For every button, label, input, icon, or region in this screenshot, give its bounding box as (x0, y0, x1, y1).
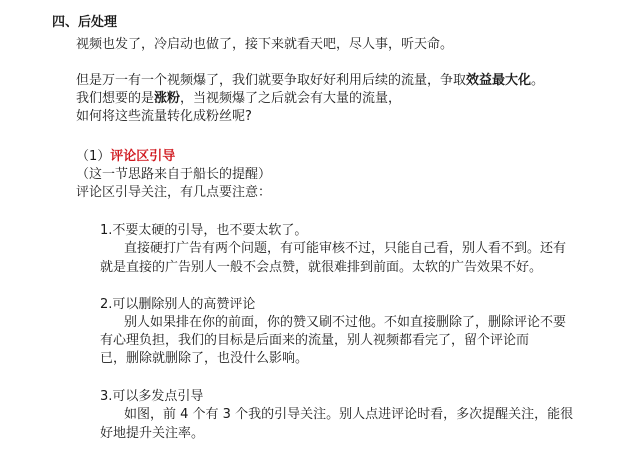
subsection-note: （这一节思路来自于船长的提醒） (76, 167, 272, 182)
point-1-line-2: 就是直接的广告别人一般不会点赞，就很难排到前面。太软的广告效果不好。 (100, 260, 543, 275)
para1-line3: 如何将这些流量转化成粉丝呢? (76, 109, 252, 124)
para1-line1-suffix: 。 (531, 73, 545, 88)
emphasis-benefit: 效益最大化 (466, 73, 532, 88)
point-2-line-1: 别人如果排在你的前面，你的赞又刷不过他。不如直接删除了，删除评论不要 (124, 315, 567, 330)
subsection-lead: 评论区引导关注，有几点要注意： (76, 185, 272, 200)
subsection-title: 评论区引导 (110, 149, 176, 164)
point-3-line-1: 如图，前 4 个有 3 个我的引导关注。别人点进评论时看，多次提醒关注，能很 (124, 407, 574, 422)
subsection-heading (76, 148, 175, 166)
point-2-title: 2.可以删除别人的高赞评论 (100, 297, 256, 312)
emphasis-followers: 涨粉 (154, 91, 181, 106)
point-1-title: 1.不要太硬的引导，也不要太软了。 (100, 223, 308, 238)
intro-text: 视频也发了，冷启动也做了，接下来就看天吧，尽人事，听天命。 (76, 37, 454, 52)
para1-line1-prefix: 但是万一有一个视频爆了，我们就要争取好好利用后续的流量，争取 (76, 73, 467, 88)
para1-line2-prefix: 我们想要的是 (76, 91, 155, 106)
para1-line2-suffix: ，当视频爆了之后就会有大量的流量， (180, 91, 402, 106)
point-3-title: 3.可以多发点引导 (100, 389, 204, 404)
para1-line1 (76, 72, 544, 90)
para1-line2 (76, 90, 401, 108)
point-2-line-2: 有心理负担，我们的目标是后面来的流量，别人视频都看完了，留个评论而 (100, 333, 530, 348)
section-heading: 四、后处理 (52, 15, 118, 30)
point-1-line-1: 直接硬打广告有两个问题，有可能审核不过，只能自己看，别人看不到。还有 (124, 241, 567, 256)
point-3-line-2: 好地提升关注率。 (100, 426, 205, 441)
point-2-line-3: 已，删除就删除了，也没什么影响。 (100, 351, 309, 366)
subsection-number: （1） (76, 149, 111, 164)
